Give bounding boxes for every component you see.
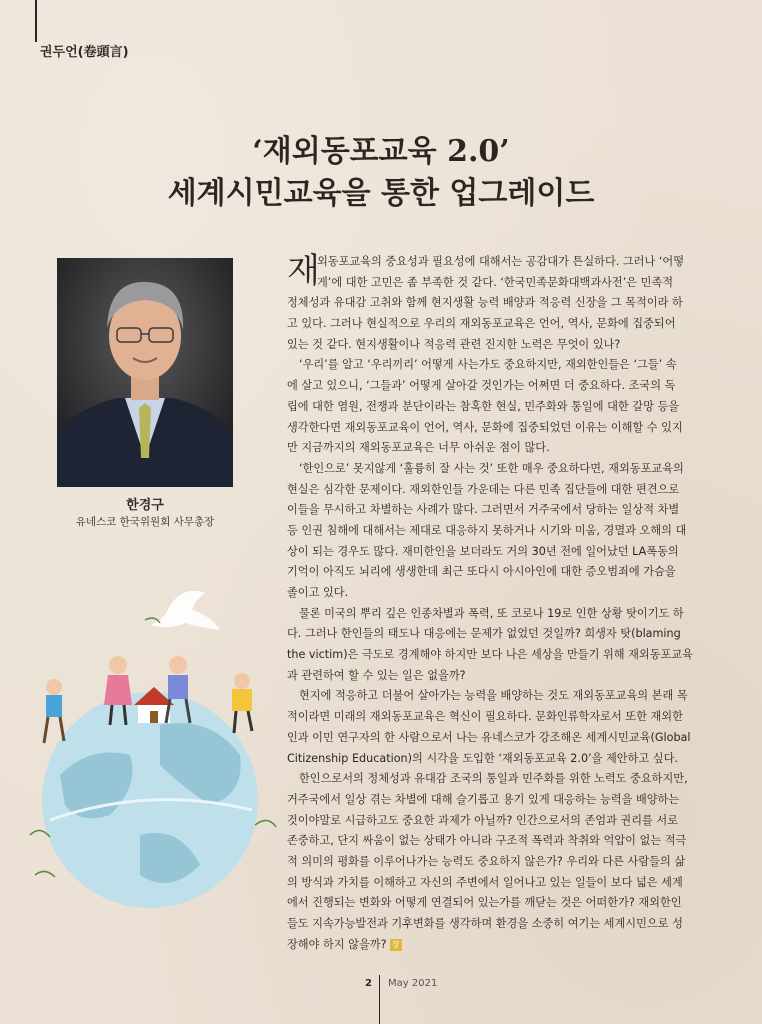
body-line-last (287, 935, 717, 956)
body-line: 생각한다면 재외동포교육이 언어, 역사, 문화에 집중되었던 이유는 이해할 수 있지 (287, 420, 683, 434)
title-line-1: ‘재외동포교육 2.0’ (252, 134, 510, 169)
body-line: Citizenship Education)의 시각을 도입한 ‘재외동포교육 2.0’을 제안하고 싶다. (287, 751, 678, 765)
body-line: 상이 되는 경우도 많다. 재미한인을 보더라도 거의 30년 전에 일어났던 LA폭동의 (287, 544, 679, 558)
body-line: 과 관련하여 할 수 있는 일은 없을까? (287, 668, 466, 682)
issue-date: May 2021 (388, 978, 438, 989)
body-line: 등 인권 침해에 대해서는 제대로 대응하지 못하거나 시기와 미움, 경멸과 오해의 대 (287, 523, 687, 537)
footer-rule (379, 975, 380, 1024)
body-line: 기억이 아직도 뇌리에 생생한데 최근 또다시 아시아인에 대한 증오범죄에 가슴을 (287, 565, 676, 579)
body-line: 외동포교육의 중요성과 필요성에 대해서는 공감대가 튼실하다. 그러나 ‘어떻 (317, 255, 685, 268)
article-body (287, 252, 717, 955)
body-line: 현지에 적응하고 더불어 살아가는 능력을 배양하는 것도 재외동포교육의 본래 목 (299, 689, 688, 703)
body-line: 의 방식과 가치를 이해하고 자신의 주변에서 일어나고 있는 일들이 보다 넓은 세계 (287, 875, 683, 889)
drop-cap: 재 (287, 251, 320, 291)
body-line: 존중하고, 단지 싸움이 없는 상태가 아니라 구조적 폭력과 착취와 억압이 없는 적극 (287, 834, 687, 848)
header-rule (35, 0, 37, 42)
body-line: 립에 대한 염원, 전쟁과 분단이라는 참혹한 현실, 민주화와 통일에 대한 갈망 등을 (287, 399, 680, 413)
body-line: 게’에 대한 고민은 좀 부족한 것 같다. ‘한국민족문화대백과사전’은 민족적 (317, 275, 674, 289)
body-line: 졸이고 있다. (287, 586, 349, 599)
body-line: 정체성과 유대감 고취와 함께 현지생활 능력 배양과 적응력 신장을 그 목적이라 하 (287, 296, 683, 310)
body-line: 있는 것 같다. 현지생활이나 적응력 관련 진지한 노력은 무엇이 있나? (287, 337, 621, 351)
body-line: 거주국에서 일상 겪는 차별에 대해 슬기롭고 용기 있게 대응하는 능력을 배양하는 (287, 792, 680, 806)
body-line: ‘우리’를 알고 ‘우리끼리’ 어떻게 사는가도 중요하지만, 재외한인들은 ‘그들’ 속 (299, 358, 677, 372)
title-line-2: 세계시민교육을 통한 업그레이드 (167, 176, 595, 211)
body-line: 장해야 하지 않을까? (287, 937, 387, 951)
author-photo (57, 258, 233, 487)
author-role: 유네스코 한국위원회 사무총장 (75, 516, 215, 528)
body-line: 이들을 무시하고 차별하는 사례가 많다. 그러면서 거주국에서 당하는 일상적 차별 (287, 503, 680, 517)
body-line: 것이야말로 시급하고도 중요한 과제가 아닐까? 인간으로서의 존엄과 권리를 서로 (287, 813, 679, 827)
body-line: 물론 미국의 뿌리 깊은 인종차별과 폭력, 또 코로나 19로 인한 상황 탓이기도 하 (299, 606, 684, 620)
body-line: 에서 진행되는 변화와 어떻게 연결되어 있는가를 깨닫는 것은 어떠한가? 재외한인 (287, 896, 682, 910)
body-line: the victim)은 극도로 경계해야 하지만 보다 나은 세상을 만들기 위해 재외동포교육 (287, 648, 693, 662)
author-portrait-image (57, 258, 233, 487)
body-line: 적 의미의 평화를 이루어나가는 능력도 중요하지 않은가? 우리와 다른 사람들의 삶 (287, 854, 686, 868)
body-line: 적이라면 미래의 재외동포교육은 혁신이 필요하다. 문화인류학자로서 또한 재외한 (287, 710, 683, 724)
body-line: 에 살고 있으니, ‘그들과’ 어떻게 살아갈 것인가는 어쩌면 더 중요하다. 조국의 독 (287, 379, 676, 393)
body-line: 현실은 심각한 문제이다. 재외한인들 가운데는 다른 민족 집단들에 대한 편견으로 (287, 482, 680, 496)
body-line: 만 지금까지의 재외동포교육은 너무 아쉬운 점이 많다. (287, 441, 550, 455)
author-name: 한경구 (126, 498, 164, 513)
body-line: 인과 이민 연구자의 한 사람으로서 나는 유네스코가 강조해온 세계시민교육(Global (287, 730, 691, 744)
body-line: 고 있다. 그러나 현실적으로 우리의 재외동포교육은 언어, 역사, 문화에 집중되어 (287, 317, 676, 331)
body-line: 한인으로서의 정체성과 유대감 조국의 통일과 민주화를 위한 노력도 중요하지만, (299, 772, 688, 786)
globe-children-illustration (20, 575, 280, 915)
body-line: 다. 그러나 한인들의 태도나 대응에는 문제가 없었던 것일까? 희생자 탓(blaming (287, 627, 681, 641)
end-mark-icon: 장 (390, 939, 402, 951)
body-line: ‘한인으로’ 못지않게 ‘훌륭히 잘 사는 것’ 또한 매우 중요하다면, 재외동포교육의 (299, 461, 684, 475)
body-line: 들도 지속가능발전과 기후변화를 생각하며 환경을 소중히 여기는 세계시민으로 성 (287, 917, 683, 930)
dove-icon (145, 591, 220, 630)
section-label: 권두언(卷頭言) (40, 45, 129, 60)
page-number: 2 (365, 978, 372, 989)
